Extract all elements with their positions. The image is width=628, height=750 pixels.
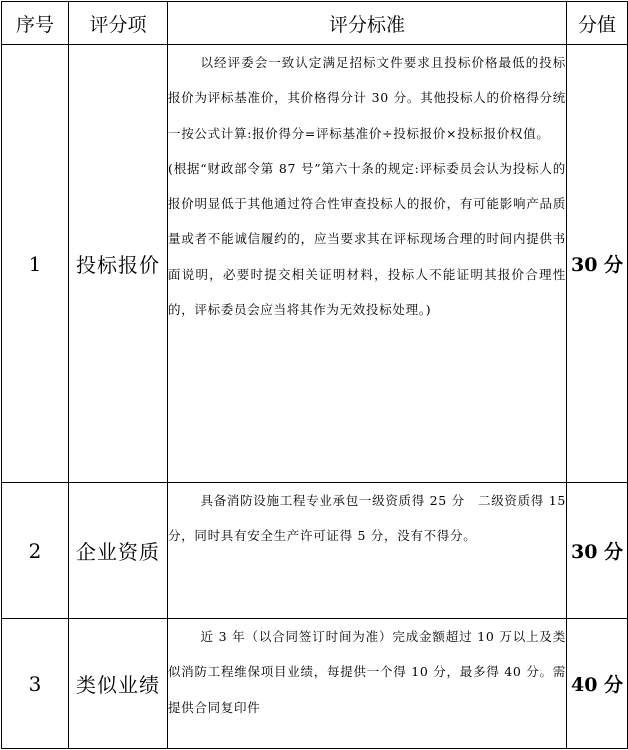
scoring-table [1, 1, 628, 749]
row-item: 企业资质 [69, 483, 168, 619]
row-number: 3 [2, 619, 69, 749]
criteria-paragraph: 具备消防设施工程专业承包一级资质得 25 分 二级资质得 15 分，同时具有安全生产许可证得 5 分，没有不得分。 [168, 493, 566, 544]
row-number: 1 [2, 45, 69, 483]
table-row [2, 483, 628, 619]
header-criteria: 评分标准 [168, 2, 567, 45]
row-number: 2 [2, 483, 69, 619]
header-value: 分值 [567, 2, 628, 45]
criteria-paragraph: (根据“财政部令第 87 号”第六十条的规定:评标委员会认为投标人的报价明显低于其他通过符合性审查投标人的报价，有可能影响产品质量或者不能诚信履约的，应当要求其在评标现场合理的时间内提供书面说明，必要时提交相关证明材料，投标人不能证明其报价合理性的，评标委员会应当将其作为无效投标处理。) [168, 160, 566, 318]
row-criteria [168, 619, 567, 749]
row-item: 投标报价 [69, 45, 168, 483]
table-header [2, 2, 628, 45]
row-value: 40 分 [567, 619, 628, 749]
header-no: 序号 [2, 2, 69, 45]
row-item: 类似业绩 [69, 619, 168, 749]
header-row [2, 2, 628, 45]
header-item: 评分项 [69, 2, 168, 45]
table-row [2, 45, 628, 483]
table-body [2, 45, 628, 749]
table-row [2, 619, 628, 749]
row-criteria [168, 483, 567, 619]
row-criteria [168, 45, 567, 483]
row-value: 30 分 [567, 483, 628, 619]
criteria-paragraph: 以经评委会一致认定满足招标文件要求且投标价格最低的投标报价为评标基准价，其价格得分计 30 分。其他投标人的价格得分统一按公式计算:报价得分=评标基准价÷投标报价×投标报价权值。 [168, 55, 566, 141]
criteria-paragraph: 近 3 年（以合同签订时间为准）完成金额超过 10 万以上及类似消防工程维保项目业绩，每提供一个得 10 分，最多得 40 分。需提供合同复印件 [168, 629, 566, 715]
row-value: 30 分 [567, 45, 628, 483]
